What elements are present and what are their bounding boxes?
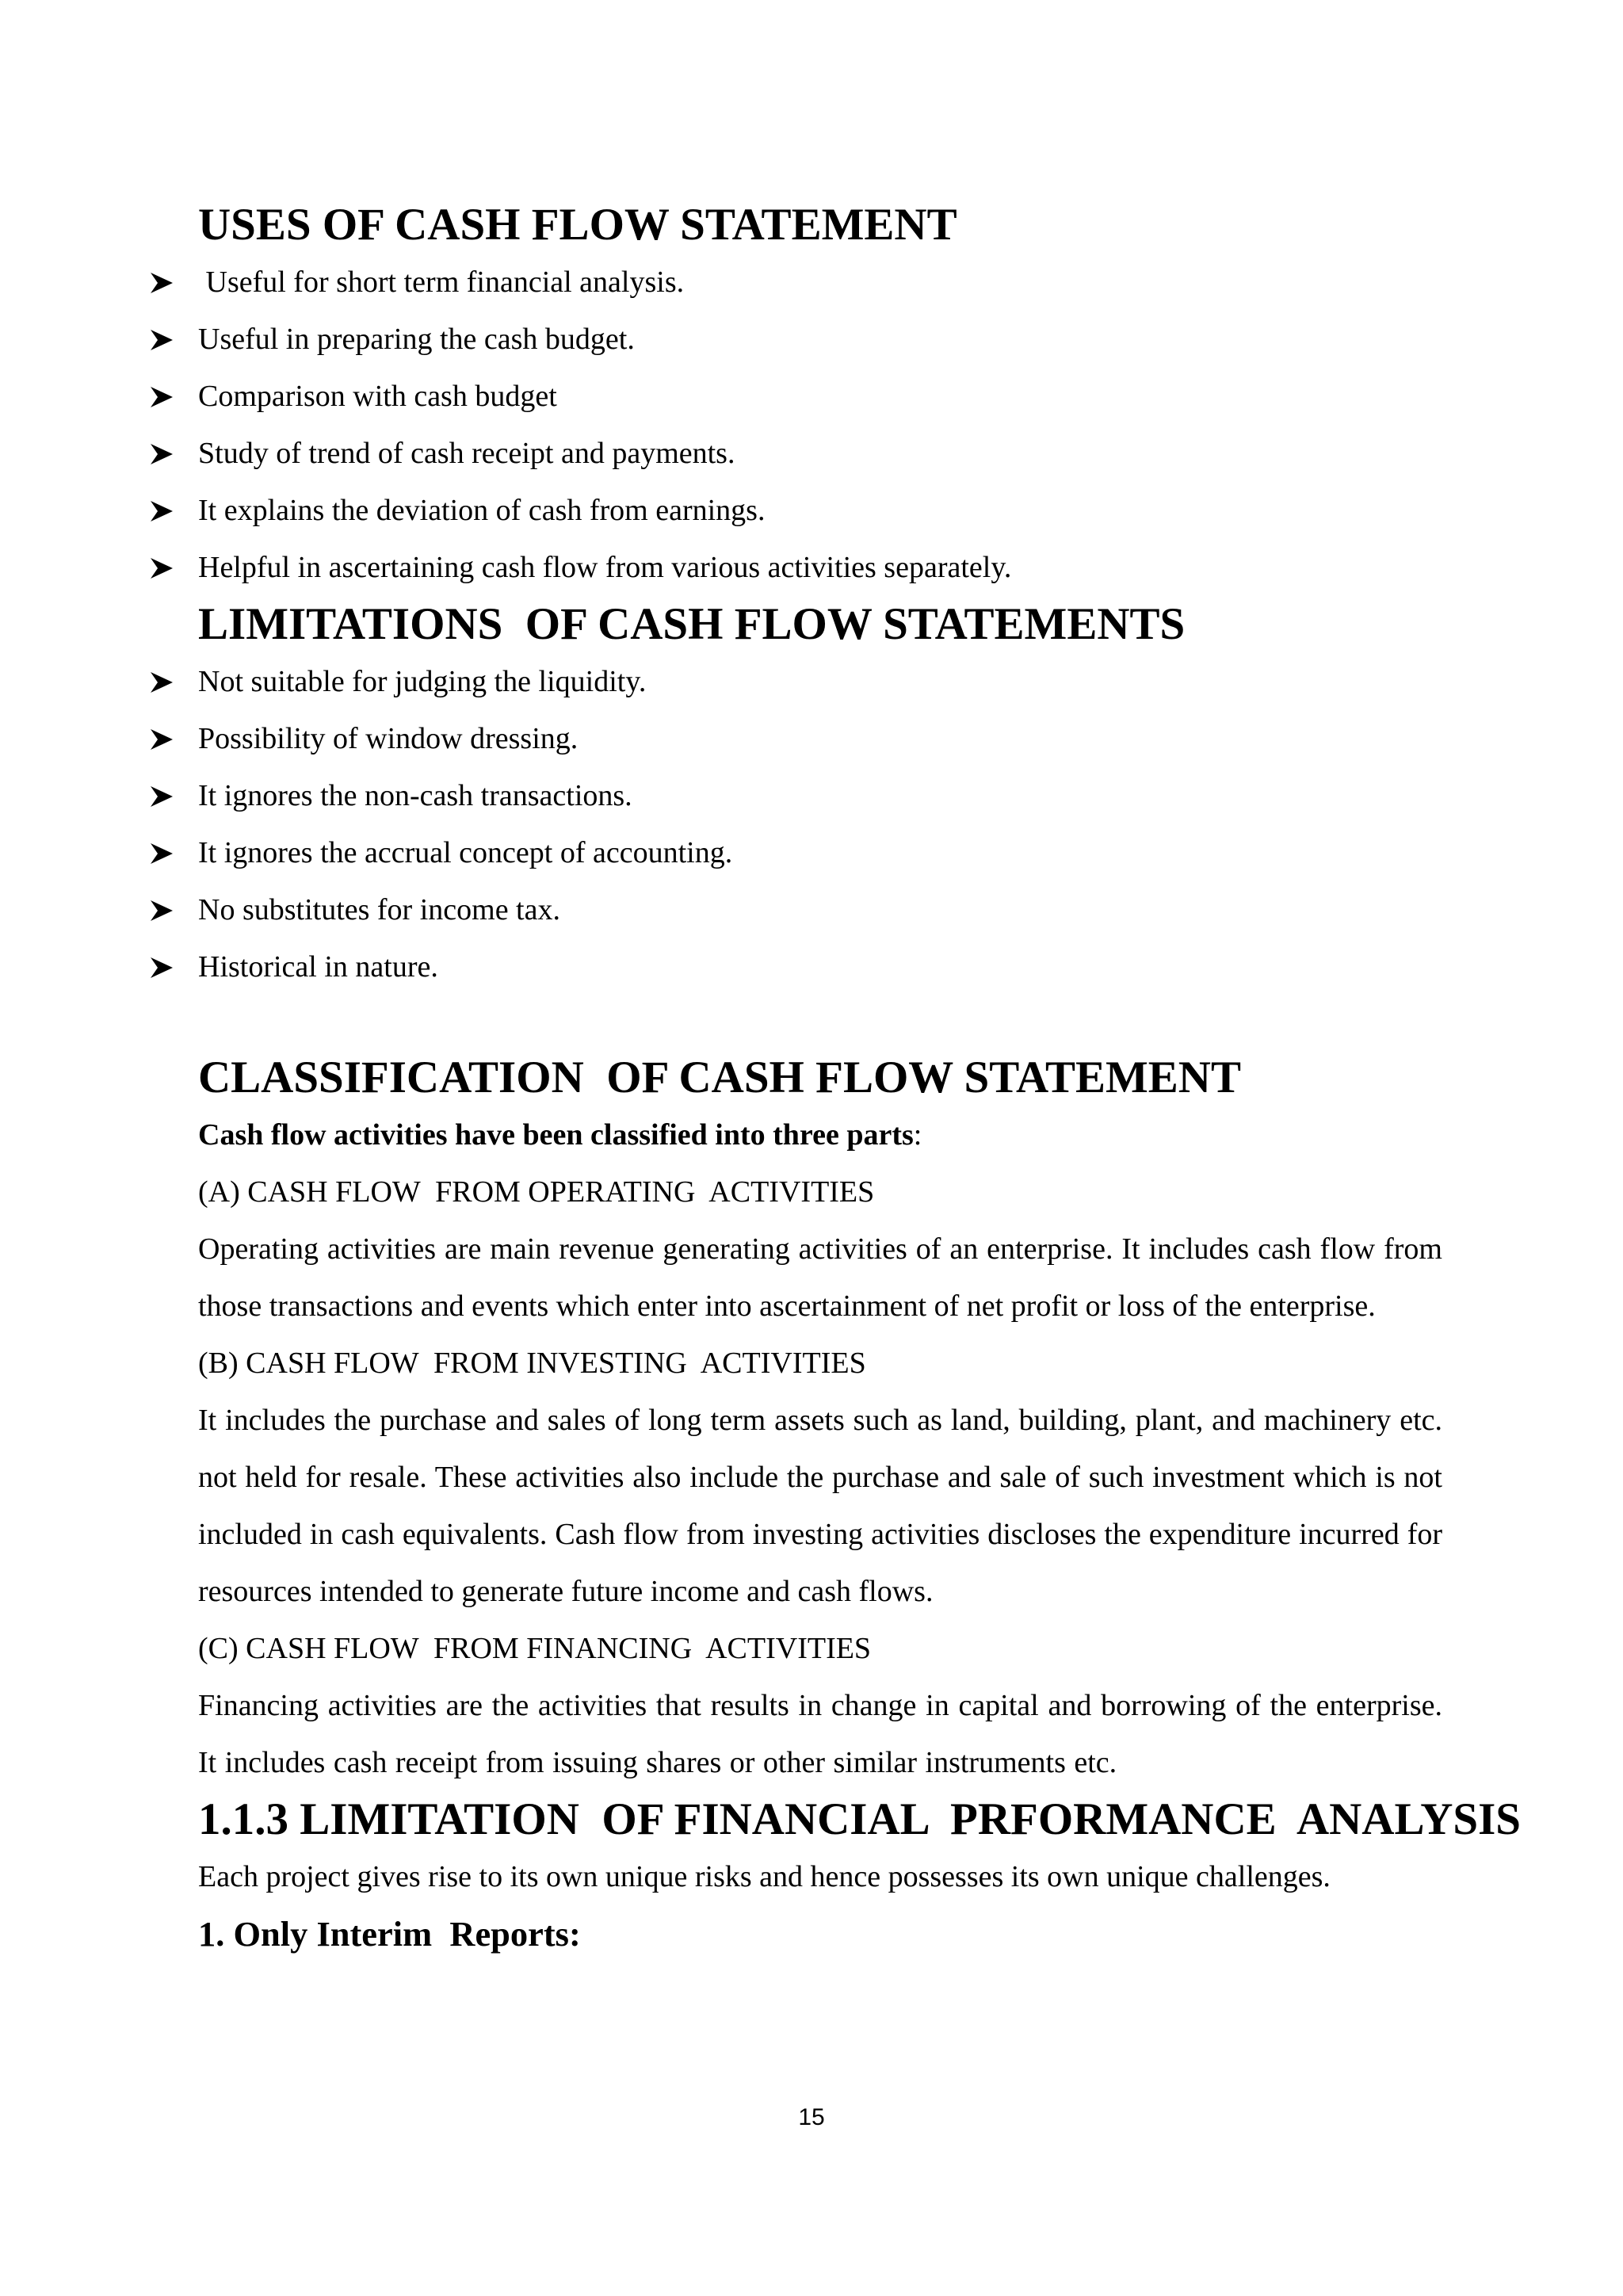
list-item-text: It ignores the accrual concept of accounting. xyxy=(198,836,733,869)
list-item xyxy=(198,710,1442,767)
arrow-bullet-icon xyxy=(149,368,176,425)
classification-intro-colon: : xyxy=(913,1118,922,1152)
section-113-heading: 1.1.3 LIMITATION OF FINANCIAL PRFORMANCE ANALYSIS xyxy=(198,1794,1522,1844)
classification-heading: CLASSIFICATION OF CASH FLOW STATEMENT xyxy=(198,1052,1241,1102)
list-item xyxy=(198,539,1442,596)
section-spacer xyxy=(198,995,1442,1049)
list-item-text: Useful in preparing the cash budget. xyxy=(198,323,635,356)
classification-intro xyxy=(198,1106,1442,1163)
arrow-bullet-icon xyxy=(149,653,176,710)
investing-title: (B) CASH FLOW FROM INVESTING ACTIVITIES xyxy=(198,1347,866,1380)
list-item-text: Study of trend of cash receipt and payments. xyxy=(198,437,735,470)
list-item-text: Helpful in ascertaining cash flow from various activities separately. xyxy=(198,551,1012,584)
arrow-bullet-icon xyxy=(149,311,176,368)
financing-title: (C) CASH FLOW FROM FINANCING ACTIVITIES xyxy=(198,1632,872,1665)
financing-paragraph: Financing activities are the activities that results in change in capital and borrowing of the enterprise. It includes cash receipt from issuing shares or other similar instruments etc. xyxy=(198,1689,1442,1779)
list-item xyxy=(198,425,1442,482)
list-item-text: Possibility of window dressing. xyxy=(198,722,579,755)
list-item xyxy=(198,311,1442,368)
list-item xyxy=(198,938,1442,995)
arrow-bullet-icon xyxy=(149,254,176,311)
limitations-heading: LIMITATIONS OF CASH FLOW STATEMENTS xyxy=(198,599,1186,649)
list-item xyxy=(198,824,1442,881)
list-item xyxy=(198,881,1442,938)
list-item-text: Not suitable for judging the liquidity. xyxy=(198,665,647,698)
limitations-list xyxy=(198,653,1442,995)
page-content xyxy=(198,197,1522,1962)
operating-title: (A) CASH FLOW FROM OPERATING ACTIVITIES xyxy=(198,1175,875,1209)
uses-heading: USES OF CASH FLOW STATEMENT xyxy=(198,200,957,250)
section-113-subheading: 1. Only Interim Reports: xyxy=(198,1914,581,1954)
arrow-bullet-icon xyxy=(149,938,176,995)
section-113-text: Each project gives rise to its own unique risks and hence possesses its own unique challenges. xyxy=(198,1860,1331,1893)
list-item-text: Historical in nature. xyxy=(198,950,438,984)
list-item xyxy=(198,368,1442,425)
arrow-bullet-icon xyxy=(149,539,176,596)
list-item-text: Useful for short term financial analysis. xyxy=(198,266,685,299)
arrow-bullet-icon xyxy=(149,881,176,938)
list-item-text: It ignores the non-cash transactions. xyxy=(198,779,632,812)
list-item xyxy=(198,254,1442,311)
list-item-text: It explains the deviation of cash from earnings. xyxy=(198,494,766,527)
uses-list xyxy=(198,254,1442,596)
list-item xyxy=(198,767,1442,824)
arrow-bullet-icon xyxy=(149,824,176,881)
arrow-bullet-icon xyxy=(149,767,176,824)
page-number: 15 xyxy=(798,2104,825,2130)
arrow-bullet-icon xyxy=(149,710,176,767)
operating-paragraph: Operating activities are main revenue generating activities of an enterprise. It includes cash flow from those transactions and events which enter into ascertainment of net profit or loss of the enterprise. xyxy=(198,1232,1442,1323)
list-item xyxy=(198,653,1442,710)
arrow-bullet-icon xyxy=(149,425,176,482)
investing-paragraph: It includes the purchase and sales of long term assets such as land, building, plant, and machinery etc. not held for resale. These activities also include the purchase and sale of such investment which is not included in cash equivalents. Cash flow from investing activities discloses the expenditure incurred for resources intended to generate future income and cash flows. xyxy=(198,1404,1442,1608)
arrow-bullet-icon xyxy=(149,482,176,539)
list-item-text: No substitutes for income tax. xyxy=(198,893,560,926)
classification-intro-bold: Cash flow activities have been classified into three parts xyxy=(198,1118,914,1152)
list-item-text: Comparison with cash budget xyxy=(198,380,557,413)
list-item xyxy=(198,482,1442,539)
